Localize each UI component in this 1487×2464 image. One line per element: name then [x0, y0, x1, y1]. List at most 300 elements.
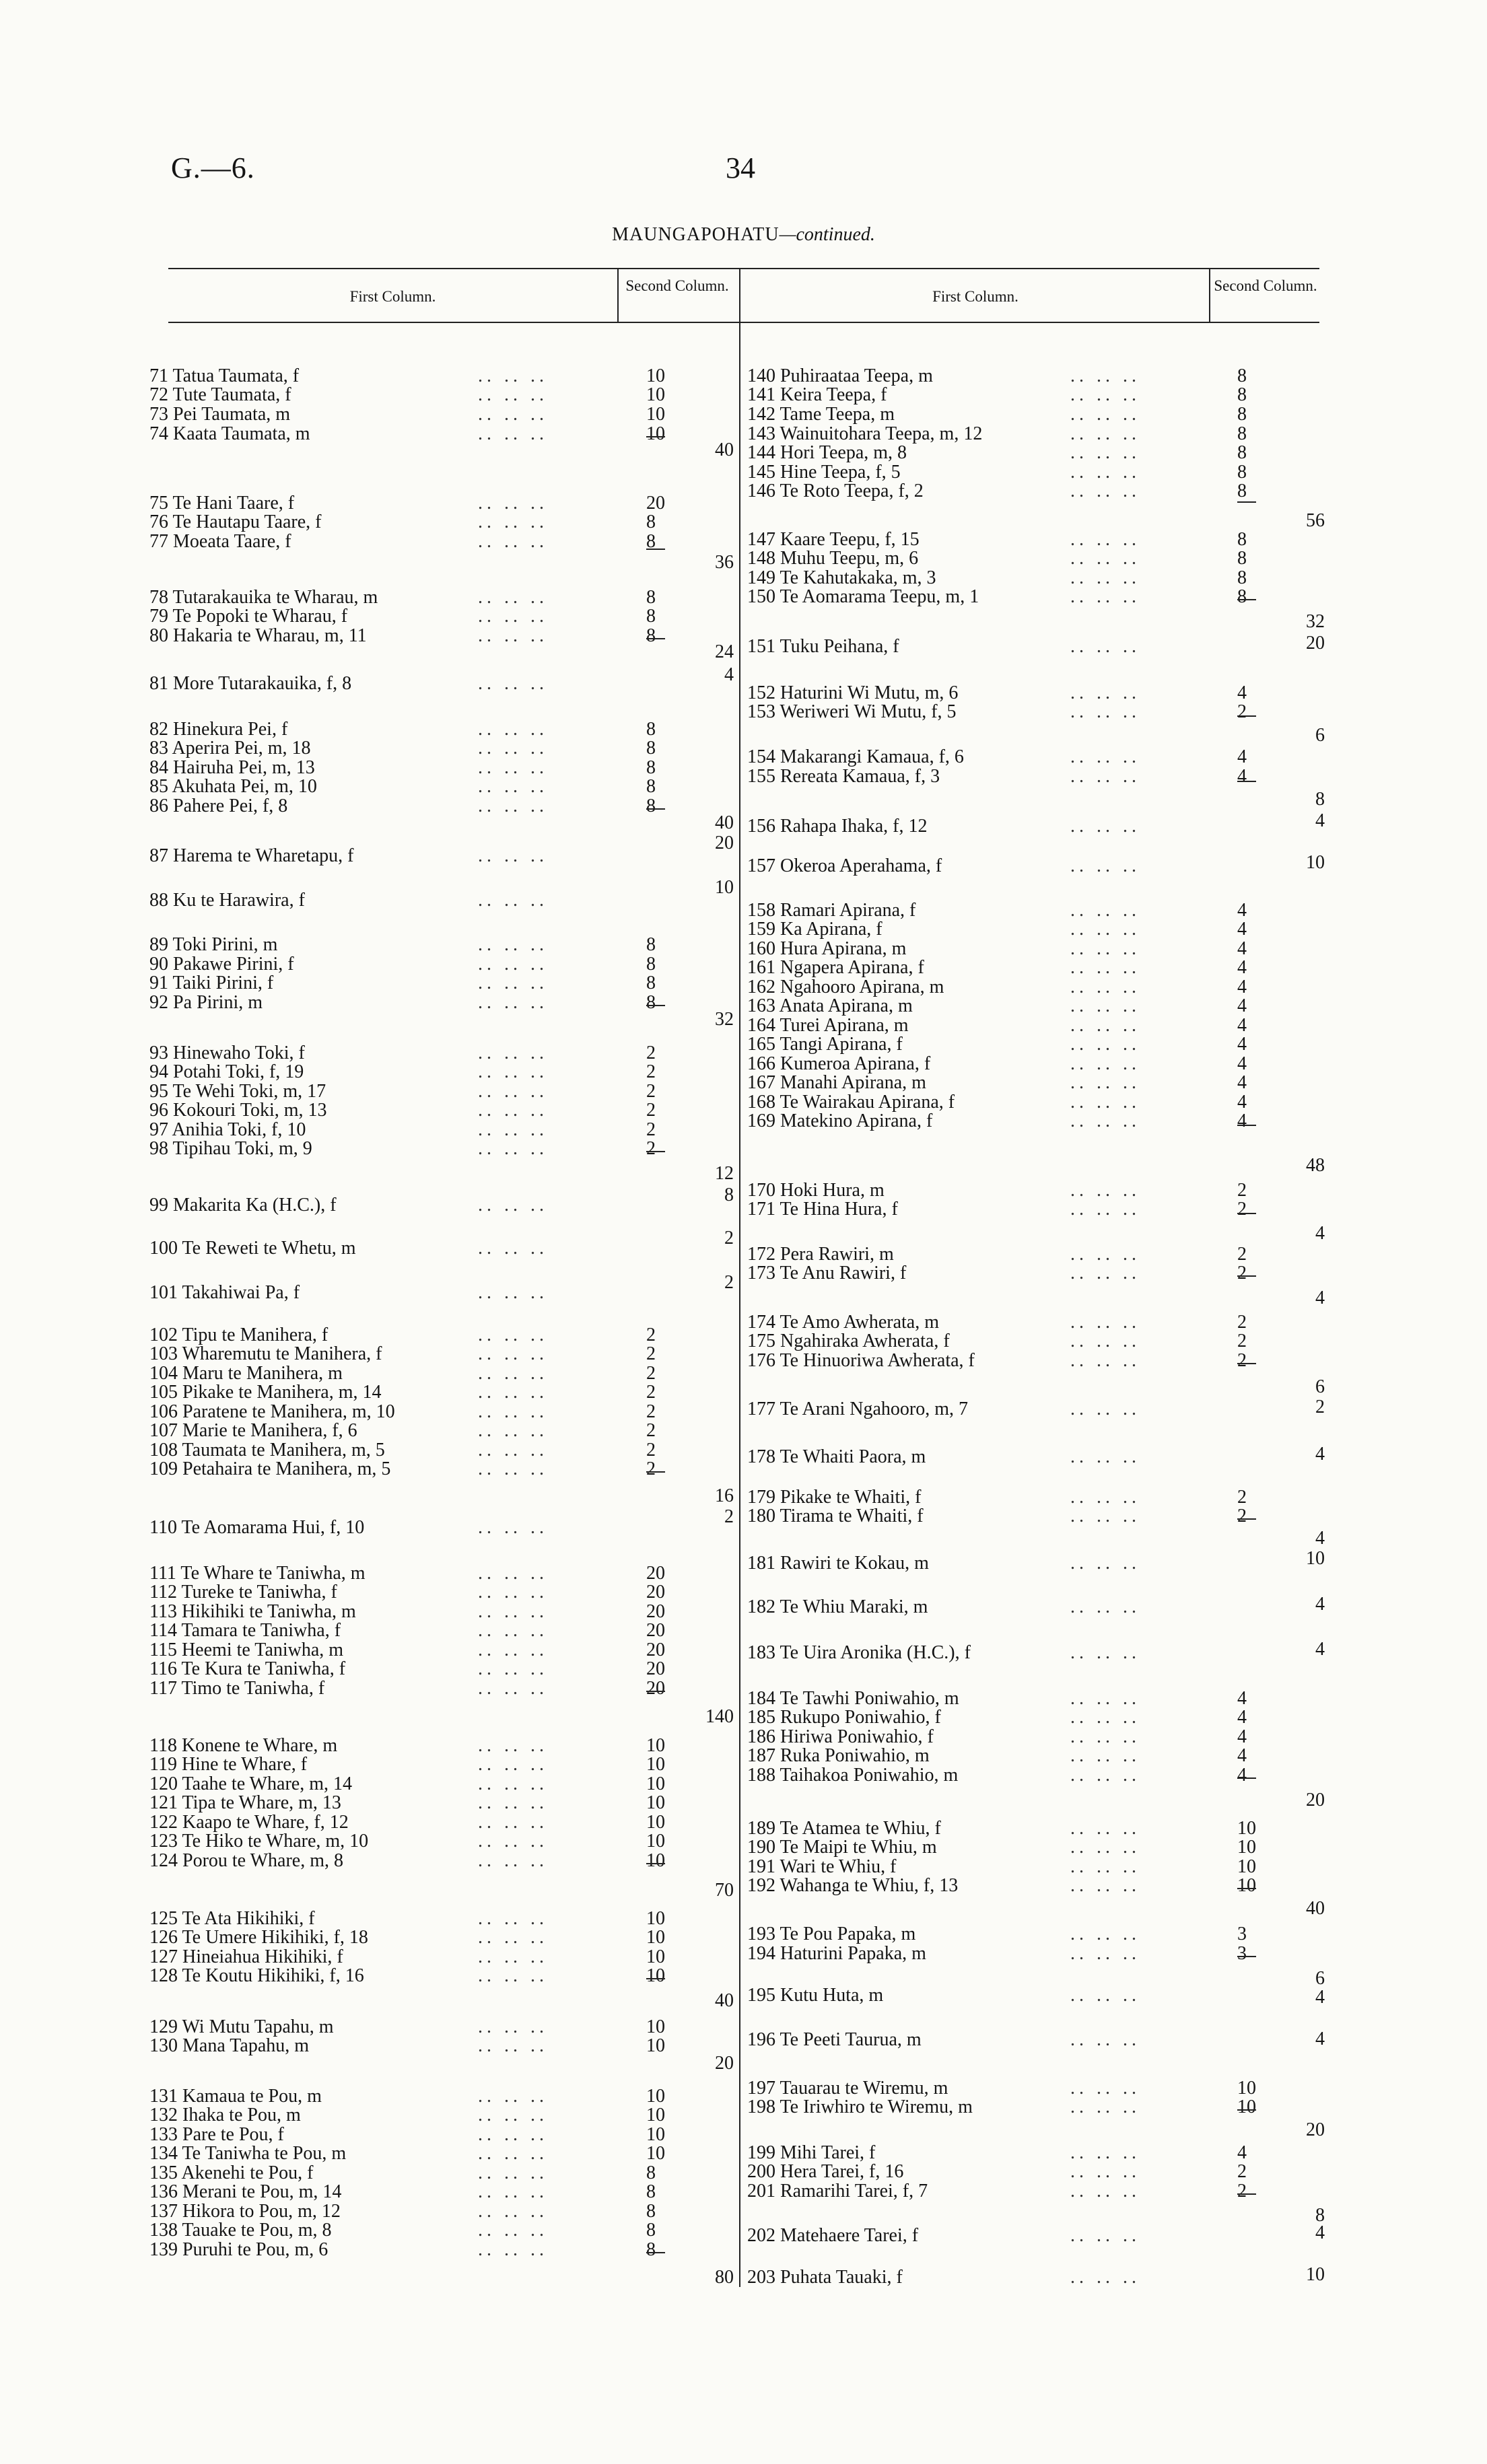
left-second-column-header: Second Column. — [625, 277, 729, 294]
entry-name: 125 Te Ata Hikihiki, f — [149, 1908, 315, 1929]
left-register-entry — [149, 1831, 687, 1852]
entry-count: 10 — [646, 384, 665, 405]
entry-count: 2 — [646, 1440, 656, 1460]
entry-count: 10 — [646, 423, 665, 444]
entry-count: 8 — [1237, 586, 1247, 607]
entry-name: 117 Timo te Taniwha, f — [149, 1678, 325, 1699]
right-register-entry — [747, 746, 1278, 768]
left-register-entry — [149, 738, 687, 759]
entry-count: 8 — [646, 2220, 656, 2241]
left-register-entry — [149, 2035, 687, 2057]
entry-count: 4 — [1237, 682, 1247, 703]
entry-name: 88 Ku te Harawira, f — [149, 890, 305, 911]
leader-dots: .. .. .. — [1070, 766, 1140, 787]
right-register-entry — [747, 816, 1278, 837]
leader-dots: .. .. .. — [1070, 1765, 1140, 1786]
leader-dots: .. .. .. — [1070, 1072, 1140, 1093]
entry-name: 135 Akenehi te Pou, f — [149, 2162, 314, 2183]
entry-count: 10 — [646, 1812, 665, 1833]
left-register-entry — [149, 531, 687, 553]
entry-name: 111 Te Whare te Taniwha, m — [149, 1563, 366, 1584]
entry-name: 92 Pa Pirini, m — [149, 992, 263, 1013]
leader-dots: .. .. .. — [1070, 938, 1140, 959]
entry-name: 77 Moeata Taare, f — [149, 531, 291, 552]
leader-dots: .. .. .. — [1070, 1180, 1140, 1201]
entry-name: 106 Paratene te Manihera, m, 10 — [149, 1401, 395, 1422]
entry-name: 96 Kokouri Toki, m, 13 — [149, 1100, 327, 1121]
leader-dots: .. .. .. — [1070, 2142, 1140, 2163]
leader-dots: .. .. .. — [478, 1195, 548, 1216]
right-register-entry — [747, 1350, 1278, 1372]
entry-name: 197 Tauarau te Wiremu, m — [747, 2078, 948, 2099]
subtotal-value: 20 — [1306, 1790, 1325, 1810]
subtotal-rule — [1237, 1518, 1256, 1520]
subtotal-rule — [646, 1471, 665, 1473]
entry-name: 71 Tatua Taumata, f — [149, 365, 300, 386]
entry-count: 2 — [1237, 1487, 1247, 1508]
left-register-entry — [149, 1343, 687, 1365]
entry-name: 95 Te Wehi Toki, m, 17 — [149, 1081, 326, 1102]
leader-dots: .. .. .. — [478, 1382, 548, 1403]
entry-name: 123 Te Hiko te Whare, m, 10 — [149, 1831, 369, 1852]
entry-count: 4 — [1237, 1688, 1247, 1709]
left-register-entry — [149, 1792, 687, 1814]
entry-name: 110 Te Aomarama Hui, f, 10 — [149, 1517, 365, 1538]
subtotal-rule — [646, 2252, 665, 2253]
left-register-entry — [149, 973, 687, 994]
left-register-entry — [149, 2239, 687, 2261]
left-register-entry — [149, 1927, 687, 1948]
entry-count: 2 — [646, 1401, 656, 1422]
entry-name: 133 Pare te Pou, f — [149, 2124, 284, 2145]
entry-count: 4 — [1237, 957, 1247, 978]
left-register-entry — [149, 890, 687, 911]
entry-name: 170 Hoki Hura, m — [747, 1180, 885, 1201]
entry-count: 4 — [1237, 1092, 1247, 1113]
entry-count: 2 — [646, 1119, 656, 1140]
entry-name: 182 Te Whiu Maraki, m — [747, 1596, 928, 1617]
subtotal-value: 2 — [724, 1228, 734, 1248]
leader-dots: .. .. .. — [478, 1582, 548, 1603]
entry-name: 166 Kumeroa Apirana, f — [747, 1053, 931, 1074]
leader-dots: .. .. .. — [1070, 1924, 1140, 1944]
entry-name: 85 Akuhata Pei, m, 10 — [149, 776, 317, 797]
leader-dots: .. .. .. — [478, 423, 548, 444]
entry-count: 10 — [646, 2105, 665, 2125]
entry-name: 139 Puruhi te Pou, m, 6 — [149, 2239, 328, 2260]
right-register-entry — [747, 442, 1278, 464]
entry-count: 4 — [1237, 1034, 1247, 1055]
leader-dots: .. .. .. — [478, 2035, 548, 2056]
leader-dots: .. .. .. — [478, 1100, 548, 1121]
leader-dots: .. .. .. — [478, 384, 548, 405]
leader-dots: .. .. .. — [1070, 1818, 1140, 1839]
right-register-entry — [747, 1707, 1278, 1728]
leader-dots: .. .. .. — [478, 1138, 548, 1159]
entry-count: 3 — [1237, 1924, 1247, 1944]
entry-name: 191 Wari te Whiu, f — [747, 1856, 897, 1877]
entry-count: 10 — [1237, 1875, 1256, 1896]
entry-count: 4 — [1237, 2142, 1247, 2163]
leader-dots: .. .. .. — [478, 738, 548, 759]
entry-name: 193 Te Pou Papaka, m — [747, 1924, 916, 1944]
entry-count: 8 — [1237, 365, 1247, 386]
leader-dots: .. .. .. — [478, 1081, 548, 1102]
subtotal-value: 8 — [1315, 789, 1325, 810]
center-divider — [739, 268, 740, 2287]
subtotal-value: 36 — [715, 552, 734, 573]
entry-count: 2 — [646, 1100, 656, 1121]
entry-name: 80 Hakaria te Wharau, m, 11 — [149, 625, 367, 646]
entry-count: 4 — [1237, 1072, 1247, 1093]
entry-count: 20 — [646, 1678, 665, 1699]
entry-count: 10 — [646, 1754, 665, 1775]
leader-dots: .. .. .. — [478, 1420, 548, 1441]
entry-name: 164 Turei Apirana, m — [747, 1015, 909, 1036]
entry-name: 177 Te Arani Ngahooro, m, 7 — [747, 1399, 969, 1419]
left-register-entry — [149, 1582, 687, 1603]
right-register-entry — [747, 2181, 1278, 2202]
entry-name: 103 Wharemutu te Manihera, f — [149, 1343, 382, 1364]
leader-dots: .. .. .. — [1070, 1506, 1140, 1526]
right-register-entry — [747, 1875, 1278, 1897]
entry-name: 187 Ruka Poniwahio, m — [747, 1745, 930, 1766]
entry-count: 4 — [1237, 1726, 1247, 1747]
right-register-entry — [747, 1111, 1278, 1132]
leader-dots: .. .. .. — [478, 2143, 548, 2164]
entry-name: 202 Matehaere Tarei, f — [747, 2225, 919, 2246]
subtotal-value: 12 — [715, 1163, 734, 1184]
leader-dots: .. .. .. — [478, 1119, 548, 1140]
subtotal-rule — [646, 436, 665, 437]
entry-count: 2 — [646, 1081, 656, 1102]
subtotal-rule — [646, 1151, 665, 1152]
entry-name: 90 Pakawe Pirini, f — [149, 954, 294, 975]
subtotal-value: 6 — [1315, 1376, 1325, 1397]
entry-count: 8 — [1237, 404, 1247, 425]
leader-dots: .. .. .. — [478, 934, 548, 955]
leader-dots: .. .. .. — [1070, 2078, 1140, 2099]
left-register-entry — [149, 2220, 687, 2241]
entry-count: 4 — [1237, 1053, 1247, 1074]
entry-name: 104 Maru te Manihera, m — [149, 1363, 343, 1384]
entry-name: 151 Tuku Peihana, f — [747, 636, 899, 657]
leader-dots: .. .. .. — [478, 1927, 548, 1948]
subtotal-value: 2 — [724, 1506, 734, 1527]
entry-count: 10 — [646, 1946, 665, 1967]
entry-name: 126 Te Umere Hikihiki, f, 18 — [149, 1927, 368, 1948]
entry-name: 189 Te Atamea te Whiu, f — [747, 1818, 941, 1839]
leader-dots: .. .. .. — [1070, 1688, 1140, 1709]
entry-count: 3 — [1237, 1943, 1247, 1964]
entry-count: 8 — [646, 776, 656, 797]
leader-dots: .. .. .. — [478, 1831, 548, 1852]
subtotal-rule — [1237, 715, 1256, 717]
subtotal-value: 20 — [715, 2053, 734, 2074]
leader-dots: .. .. .. — [1070, 1745, 1140, 1766]
right-register-entry — [747, 1199, 1278, 1220]
entry-name: 116 Te Kura te Taniwha, f — [149, 1658, 346, 1679]
leader-dots: .. .. .. — [478, 719, 548, 740]
right-register-entry — [747, 701, 1278, 723]
leader-dots: .. .. .. — [478, 625, 548, 646]
entry-count: 8 — [1237, 567, 1247, 588]
leader-dots: .. .. .. — [1070, 481, 1140, 501]
entry-count: 4 — [1237, 995, 1247, 1016]
entry-name: 112 Tureke te Taniwha, f — [149, 1582, 337, 1603]
right-register-entry — [747, 1745, 1278, 1767]
entry-name: 124 Porou te Whare, m, 8 — [149, 1850, 343, 1871]
entry-name: 162 Ngahooro Apirana, m — [747, 977, 944, 997]
leader-dots: .. .. .. — [1070, 1034, 1140, 1055]
entry-name: 199 Mihi Tarei, f — [747, 2142, 876, 2163]
leader-dots: .. .. .. — [478, 2086, 548, 2107]
entry-name: 168 Te Wairakau Apirana, f — [747, 1092, 955, 1113]
subtotal-rule — [1237, 2193, 1256, 2195]
entry-count: 8 — [646, 934, 656, 955]
entry-count: 10 — [646, 1908, 665, 1929]
entry-count: 4 — [1237, 1111, 1247, 1131]
leader-dots: .. .. .. — [1070, 567, 1140, 588]
left-register-entry — [149, 404, 687, 425]
entry-name: 150 Te Aomarama Teepu, m, 1 — [747, 586, 979, 607]
left-register-entry — [149, 776, 687, 798]
leader-dots: .. .. .. — [1070, 1875, 1140, 1896]
leader-dots: .. .. .. — [1070, 1707, 1140, 1728]
leader-dots: .. .. .. — [478, 1773, 548, 1794]
entry-name: 176 Te Hinuoriwa Awherata, f — [747, 1350, 975, 1371]
entry-count: 2 — [1237, 701, 1247, 722]
leader-dots: .. .. .. — [1070, 1553, 1140, 1574]
entry-name: 175 Ngahiraka Awherata, f — [747, 1331, 950, 1351]
leader-dots: .. .. .. — [1070, 2225, 1140, 2246]
leader-dots: .. .. .. — [1070, 442, 1140, 463]
entry-name: 136 Merani te Pou, m, 14 — [149, 2181, 342, 2202]
entry-name: 118 Konene te Whare, m — [149, 1735, 338, 1756]
entry-count: 2 — [1237, 1180, 1247, 1201]
leader-dots: .. .. .. — [1070, 900, 1140, 921]
entry-name: 186 Hiriwa Poniwahio, f — [747, 1726, 934, 1747]
subtotal-value: 4 — [1315, 810, 1325, 831]
left-register-entry — [149, 1658, 687, 1680]
entry-count: 20 — [646, 1563, 665, 1584]
entry-name: 155 Rereata Kamaua, f, 3 — [747, 766, 940, 787]
subtotal-value: 40 — [715, 1990, 734, 2011]
entry-count: 4 — [1237, 900, 1247, 921]
subtotal-rule — [1237, 1275, 1256, 1277]
entry-name: 131 Kamaua te Pou, m — [149, 2086, 322, 2107]
right-register-entry — [747, 384, 1278, 406]
section-suffix: —continued. — [779, 224, 875, 245]
entry-name: 181 Rawiri te Kokau, m — [747, 1553, 929, 1574]
subtotal-value: 4 — [1315, 1223, 1325, 1244]
page-number: 34 — [726, 151, 755, 184]
subtotal-rule — [1237, 1888, 1256, 1889]
entry-name: 158 Ramari Apirana, f — [747, 900, 916, 921]
left-register-entry — [149, 1238, 687, 1259]
entry-name: 122 Kaapo te Whare, f, 12 — [149, 1812, 349, 1833]
leader-dots: .. .. .. — [478, 992, 548, 1013]
leader-dots: .. .. .. — [1070, 1596, 1140, 1617]
entry-count: 8 — [646, 954, 656, 975]
leader-dots: .. .. .. — [1070, 548, 1140, 569]
leader-dots: .. .. .. — [1070, 1199, 1140, 1220]
entry-count: 8 — [646, 625, 656, 646]
entry-name: 130 Mana Tapahu, m — [149, 2035, 310, 2056]
entry-count: 10 — [646, 1831, 665, 1852]
entry-count: 2 — [646, 1138, 656, 1159]
right-first-column-header: First Column. — [932, 288, 1018, 305]
entry-count: 2 — [646, 1420, 656, 1441]
entry-name: 194 Haturini Papaka, m — [747, 1943, 926, 1964]
entry-name: 81 More Tutarakauika, f, 8 — [149, 673, 352, 694]
subtotal-value: 40 — [1306, 1898, 1325, 1919]
leader-dots: .. .. .. — [478, 1792, 548, 1813]
subtotal-rule — [1237, 599, 1256, 600]
leader-dots: .. .. .. — [1070, 1985, 1140, 2006]
right-register-entry — [747, 2161, 1278, 2183]
left-register-entry — [149, 1850, 687, 1872]
right-register-entry — [747, 1596, 1278, 1618]
entry-name: 173 Te Anu Rawiri, f — [747, 1263, 907, 1283]
entry-count: 10 — [1237, 1818, 1256, 1839]
entry-count: 10 — [646, 1965, 665, 1986]
leader-dots: .. .. .. — [478, 606, 548, 627]
subtotal-value: 4 — [1315, 2029, 1325, 2049]
left-register-entry — [149, 1420, 687, 1442]
subtotal-value: 4 — [1315, 1594, 1325, 1615]
entry-name: 137 Hikora to Pou, m, 12 — [149, 2201, 341, 2222]
subtotal-value: 40 — [715, 812, 734, 833]
subtotal-rule — [1237, 1777, 1256, 1779]
leader-dots: .. .. .. — [1070, 1856, 1140, 1877]
entry-name: 144 Hori Teepa, m, 8 — [747, 442, 907, 463]
entry-name: 97 Anihia Toki, f, 10 — [149, 1119, 306, 1140]
leader-dots: .. .. .. — [478, 1363, 548, 1384]
leader-dots: .. .. .. — [1070, 2161, 1140, 2182]
entry-name: 140 Puhiraataa Teepa, m — [747, 365, 933, 386]
header-bottom-rule — [168, 322, 1319, 323]
entry-count: 20 — [646, 1601, 665, 1622]
left-register-entry — [149, 1517, 687, 1539]
left-register-entry — [149, 2105, 687, 2126]
leader-dots: .. .. .. — [1070, 1263, 1140, 1283]
left-register-entry — [149, 625, 687, 647]
subtotal-value: 70 — [715, 1880, 734, 1901]
entry-name: 107 Marie te Manihera, f, 6 — [149, 1420, 357, 1441]
entry-name: 128 Te Koutu Hikihiki, f, 16 — [149, 1965, 364, 1986]
entry-count: 2 — [1237, 1312, 1247, 1333]
leader-dots: .. .. .. — [1070, 1244, 1140, 1265]
leader-dots: .. .. .. — [478, 2105, 548, 2125]
subtotal-rule — [646, 1978, 665, 1979]
right-register-entry — [747, 1331, 1278, 1352]
entry-count: 2 — [1237, 1263, 1247, 1283]
entry-name: 99 Makarita Ka (H.C.), f — [149, 1195, 337, 1216]
leader-dots: .. .. .. — [478, 2162, 548, 2183]
subtotal-rule — [1237, 501, 1256, 503]
left-register-entry — [149, 1100, 687, 1121]
entry-count: 10 — [646, 2086, 665, 2107]
leader-dots: .. .. .. — [478, 493, 548, 514]
right-register-entry — [747, 2029, 1278, 2051]
section-name: MAUNGAPOHATU — [612, 224, 780, 245]
subtotal-value: 4 — [1315, 1987, 1325, 2008]
subtotal-value: 40 — [715, 439, 734, 460]
left-register-entry — [149, 1754, 687, 1775]
entry-count: 4 — [1237, 1707, 1247, 1728]
subtotal-value: 4 — [1315, 2222, 1325, 2243]
entry-name: 161 Ngapera Apirana, f — [747, 957, 924, 978]
leader-dots: .. .. .. — [1070, 529, 1140, 550]
entry-count: 20 — [646, 1582, 665, 1603]
entry-count: 10 — [646, 404, 665, 425]
entry-count: 8 — [1237, 423, 1247, 444]
entry-count: 10 — [1237, 2078, 1256, 2099]
right-second-column-header: Second Column. — [1214, 277, 1317, 294]
leader-dots: .. .. .. — [478, 1658, 548, 1679]
leader-dots: .. .. .. — [478, 757, 548, 778]
entry-count: 8 — [646, 587, 656, 608]
entry-name: 169 Matekino Apirana, f — [747, 1111, 933, 1131]
left-register-entry — [149, 845, 687, 867]
left-first-column-header: First Column. — [349, 288, 436, 305]
leader-dots: .. .. .. — [478, 2239, 548, 2260]
entry-name: 165 Tangi Apirana, f — [747, 1034, 903, 1055]
left-register-entry — [149, 423, 687, 445]
left-register-entry — [149, 1061, 687, 1083]
subtotal-value: 20 — [1306, 633, 1325, 654]
leader-dots: .. .. .. — [1070, 816, 1140, 837]
subtotal-rule — [646, 808, 665, 810]
entry-name: 75 Te Hani Taare, f — [149, 493, 295, 514]
subtotal-rule — [646, 549, 665, 550]
subtotal-value: 56 — [1306, 510, 1325, 531]
entry-count: 10 — [1237, 2097, 1256, 2117]
subtotal-value: 4 — [724, 664, 734, 685]
right-register-entry — [747, 548, 1278, 569]
entry-count: 10 — [646, 2016, 665, 2037]
entry-name: 157 Okeroa Aperahama, f — [747, 855, 942, 876]
entry-name: 185 Rukupo Poniwahio, f — [747, 1707, 941, 1728]
entry-count: 8 — [646, 2239, 656, 2260]
entry-count: 8 — [1237, 384, 1247, 405]
left-register-entry — [149, 1620, 687, 1642]
right-register-entry — [747, 2097, 1278, 2118]
leader-dots: .. .. .. — [1070, 2029, 1140, 2050]
entry-name: 127 Hineiahua Hikihiki, f — [149, 1946, 343, 1967]
entry-count: 8 — [646, 738, 656, 759]
leader-dots: .. .. .. — [478, 954, 548, 975]
entry-count: 10 — [646, 2124, 665, 2145]
subtotal-value: 10 — [1306, 2264, 1325, 2285]
leader-dots: .. .. .. — [1070, 1642, 1140, 1663]
entry-name: 134 Te Taniwha te Pou, m — [149, 2143, 347, 2164]
leader-dots: .. .. .. — [478, 1908, 548, 1929]
entry-name: 78 Tutarakauika te Wharau, m — [149, 587, 378, 608]
right-register-entry — [747, 2267, 1278, 2288]
left-register-entry — [149, 992, 687, 1014]
entry-name: 142 Tame Teepa, m — [747, 404, 895, 425]
subtotal-value: 6 — [1315, 1968, 1325, 1989]
right-register-entry — [747, 586, 1278, 608]
left-register-entry — [149, 512, 687, 533]
right-register-entry — [747, 1506, 1278, 1527]
leader-dots: .. .. .. — [478, 1946, 548, 1967]
leader-dots: .. .. .. — [478, 776, 548, 797]
entry-name: 84 Hairuha Pei, m, 13 — [149, 757, 315, 778]
leader-dots: .. .. .. — [478, 1282, 548, 1303]
